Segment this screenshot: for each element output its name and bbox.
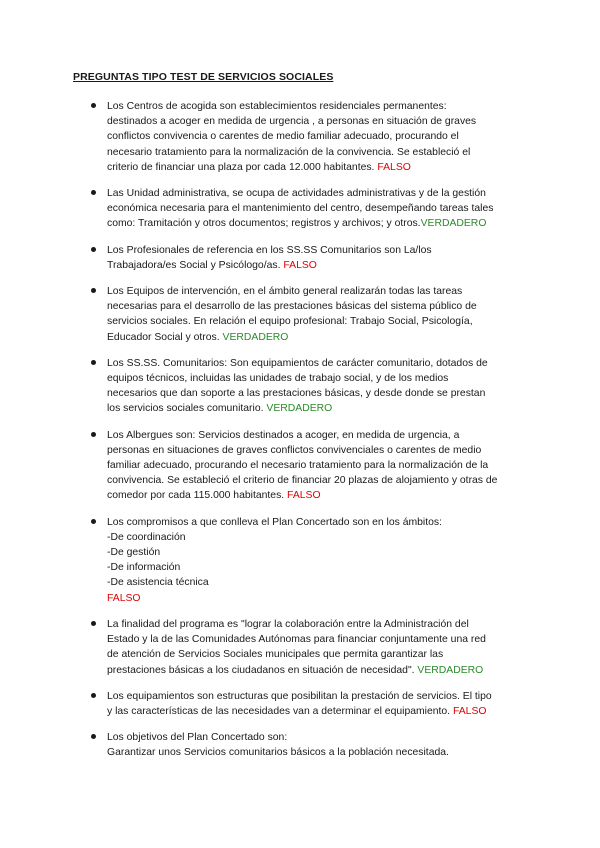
bullet-icon <box>91 432 96 437</box>
line-text: Educador Social y otros. <box>107 331 223 343</box>
list-item <box>0 617 600 678</box>
bullet-icon <box>91 247 96 252</box>
bullet-icon <box>91 190 96 195</box>
question-text <box>107 243 537 273</box>
list-item <box>0 428 600 504</box>
list-item <box>0 243 600 273</box>
line-text: como: Tramitación y otros documentos; registros y archivos; y otros. <box>107 218 421 230</box>
line-text: conflictos convivencia o carentes de medio familiar adecuado, procurando el <box>107 131 459 143</box>
answer-label: FALSO <box>283 259 317 271</box>
line-text: y las características de las necesidades van a determinar el equipamiento. <box>107 705 453 717</box>
line-text: Estado y la de las Comunidades Autónomas para financiar conjuntamente una red <box>107 634 486 646</box>
line-text: Los compromisos a que conlleva el Plan Concertado son en los ámbitos: <box>107 516 442 528</box>
text-line <box>107 632 537 647</box>
text-line <box>107 745 537 760</box>
question-text <box>107 515 537 606</box>
text-line <box>107 186 537 201</box>
text-line <box>107 488 537 503</box>
list-item <box>0 515 600 606</box>
text-line <box>107 330 537 345</box>
question-text <box>107 617 537 678</box>
text-line <box>107 243 537 258</box>
text-line <box>107 443 537 458</box>
list-item <box>0 186 600 232</box>
text-line <box>107 386 537 401</box>
bullet-icon <box>91 693 96 698</box>
line-text: destinados a acoger en medida de urgencia , a personas en situación de graves <box>107 116 477 128</box>
text-line <box>107 617 537 632</box>
list-item <box>0 730 600 760</box>
line-text: servicios sociales. En relación el equipo profesional: Trabajo Social, Psicología, <box>107 316 473 328</box>
bullet-icon <box>91 288 96 293</box>
text-line <box>107 473 537 488</box>
line-text: criterio de financiar una plaza por cada 12.000 habitantes. <box>107 161 378 173</box>
text-line <box>107 201 537 216</box>
text-line <box>107 663 537 678</box>
line-text: necesarias para el desarrollo de las prestaciones básicas del sistema público de <box>107 301 477 313</box>
text-line <box>107 114 537 129</box>
text-line <box>107 545 537 560</box>
text-line <box>107 689 537 704</box>
question-text <box>107 99 537 175</box>
line-text: convivencia. Se estableció el criterio de financiar 20 plazas de alojamiento y otras de <box>107 475 498 487</box>
text-line <box>107 356 537 371</box>
line-text: Los equipamientos son estructuras que posibilitan la prestación de servicios. El tipo <box>107 690 492 702</box>
question-text <box>107 689 537 719</box>
text-line <box>107 284 537 299</box>
list-item <box>0 284 600 345</box>
line-text: prestaciones básicas a los ciudadanos en situación de necesidad". <box>107 664 418 676</box>
question-text <box>107 186 537 232</box>
answer-label: FALSO <box>287 490 321 502</box>
bullet-icon <box>91 734 96 739</box>
text-line <box>107 647 537 662</box>
text-line <box>107 145 537 160</box>
text-line <box>107 129 537 144</box>
answer-label: FALSO <box>377 161 411 173</box>
text-line <box>107 575 537 590</box>
line-text: -De gestión <box>107 547 161 559</box>
line-text: equipos técnicos, incluidas las unidades de trabajo social, y de los medios <box>107 373 449 385</box>
text-line <box>107 704 537 719</box>
answer-label: VERDADERO <box>420 218 487 230</box>
text-line <box>107 258 537 273</box>
line-text: Los objetivos del Plan Concertado son: <box>107 732 288 744</box>
answer-label: FALSO <box>107 592 141 604</box>
line-text: -De coordinación <box>107 531 186 543</box>
line-text: Los Equipos de intervención, en el ámbito general realizarán todas las tareas <box>107 286 463 298</box>
text-line <box>107 160 537 175</box>
list-item <box>0 356 600 417</box>
text-line <box>107 560 537 575</box>
line-text: Los SS.SS. Comunitarios: Son equipamientos de carácter comunitario, dotados de <box>107 357 488 369</box>
bullet-icon <box>91 621 96 626</box>
question-list <box>0 99 600 772</box>
line-text: Las Unidad administrativa, se ocupa de actividades administrativas y de la gestión <box>107 188 486 200</box>
text-line <box>107 401 537 416</box>
line-text: económica necesaria para el mantenimiento del centro, desempeñando tareas tales <box>107 203 494 215</box>
line-text: Los Profesionales de referencia en los SS.SS Comunitarios son La/los <box>107 244 432 256</box>
bullet-icon <box>91 103 96 108</box>
text-line <box>107 99 537 114</box>
bullet-icon <box>91 360 96 365</box>
line-text: de atención de Servicios Sociales municipales que permita garantizar las <box>107 649 444 661</box>
text-line <box>107 371 537 386</box>
line-text: personas en situaciones de graves conflictos convivenciales o carentes de medio <box>107 444 482 456</box>
line-text: Los Centros de acogida son establecimientos residenciales permanentes: <box>107 101 447 112</box>
line-text: La finalidad del programa es "lograr la colaboración entre la Administración del <box>107 618 469 630</box>
answer-label: FALSO <box>452 705 487 717</box>
text-line <box>107 299 537 314</box>
line-text: -De asistencia técnica <box>107 577 209 589</box>
question-text <box>107 356 537 417</box>
line-text: necesario tratamiento para la normalización de la convivencia. Se estableció el <box>107 146 471 158</box>
line-text: Trabajadora/es Social y Psicólogo/as. <box>107 259 284 271</box>
question-text <box>107 730 537 760</box>
line-text: los servicios sociales comunitario. <box>107 403 267 415</box>
answer-label: VERDADERO <box>266 403 333 415</box>
line-text: familiar adecuado, procurando el necesario tratamiento para la normalización de la <box>107 460 489 472</box>
question-text <box>107 428 537 504</box>
text-line <box>107 216 537 231</box>
line-text: necesarios que dan soporte a las prestaciones básicas, y desde donde se prestan <box>107 388 486 400</box>
line-text: Los Albergues son: Servicios destinados a acoger, en medida de urgencia, a <box>107 429 460 441</box>
answer-label: VERDADERO <box>222 331 289 343</box>
line-text: comedor por cada 115.000 habitantes. <box>107 490 288 502</box>
text-line <box>107 314 537 329</box>
text-line <box>107 515 537 530</box>
line-text: Garantizar unos Servicios comunitarios básicos a la población necesitada. <box>107 747 449 759</box>
text-line <box>107 458 537 473</box>
text-line <box>107 591 537 606</box>
answer-label: VERDADERO <box>417 664 484 676</box>
bullet-icon <box>91 519 96 524</box>
list-item <box>0 689 600 719</box>
text-line <box>107 530 537 545</box>
text-line <box>107 730 537 745</box>
text-line <box>107 428 537 443</box>
line-text: -De información <box>107 562 181 574</box>
page-title: PREGUNTAS TIPO TEST DE SERVICIOS SOCIALES <box>73 71 334 83</box>
list-item <box>0 99 600 175</box>
question-text <box>107 284 537 345</box>
